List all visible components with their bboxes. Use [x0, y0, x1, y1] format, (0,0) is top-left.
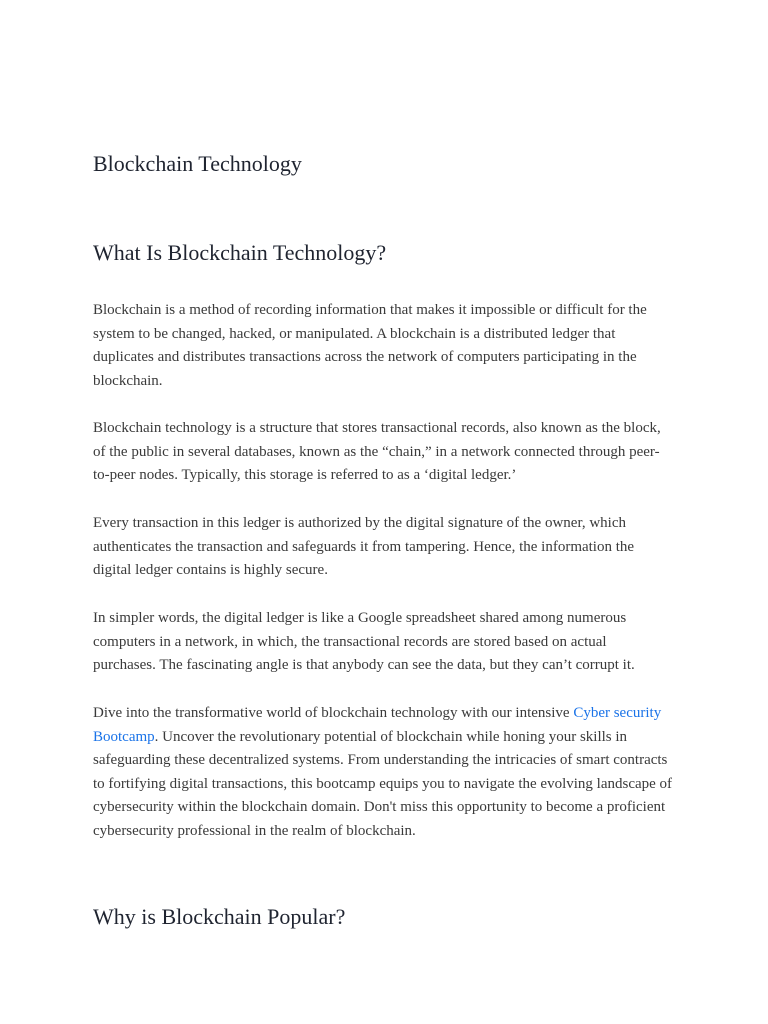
section-heading-what-is-blockchain: What Is Blockchain Technology? [93, 240, 387, 265]
section-heading-why-popular: Why is Blockchain Popular? [93, 904, 346, 929]
paragraph-bootcamp-promo [93, 702, 673, 844]
paragraph-signature: Every transaction in this ledger is authorized by the digital signature of the owner, which authenticates the transaction and safeguards it from tampering. Hence, the information the digital ledger contains is highly secure. [93, 515, 635, 579]
paragraph-spreadsheet-analogy: In simpler words, the digital ledger is like a Google spreadsheet shared among numerous computers in a network, in which, the transactional records are stored based on actual purchases. The fascinating angle is that anybody can see the data, but they can’t corrupt it. [93, 610, 635, 674]
paragraph-structure: Blockchain technology is a structure that stores transactional records, also known as the block, of the public in several databases, known as the “chain,” in a network connected through peer-to-peer nodes. Typically, this storage is referred to as a ‘digital ledger.’ [93, 420, 661, 484]
promo-text-after: . Uncover the revolutionary potential of blockchain while honing your skills in safeguarding these decentralized systems. From understanding the intricacies of smart contracts to fortifying digital transactions, this bootcamp equips you to navigate the evolving landscape of cybersecurity within the blockchain domain. Don't miss this opportunity to become a proficient cybersecurity professional in the realm of blockchain. [93, 728, 673, 839]
paragraph-definition: Blockchain is a method of recording information that makes it impossible or difficult for the system to be changed, hacked, or manipulated. A blockchain is a distributed ledger that duplicates and distributes transactions across the network of computers participating in the blockchain. [93, 302, 647, 389]
promo-text-before: Dive into the transformative world of blockchain technology with our intensive [93, 705, 574, 721]
cyber-security-bootcamp-link[interactable]: Cyber security Bootcamp [93, 705, 662, 745]
page-title: Blockchain Technology [93, 151, 302, 176]
